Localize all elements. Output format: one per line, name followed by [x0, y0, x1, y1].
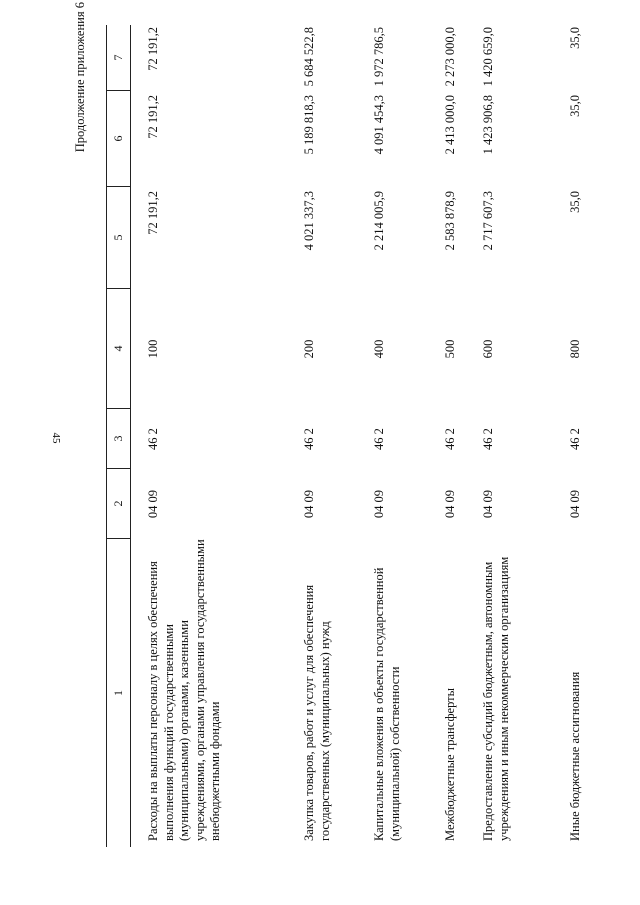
row-type: 500	[443, 339, 457, 359]
row-type: 800	[568, 339, 582, 359]
table-header-row	[107, 25, 131, 847]
row-col6: 4 091 454,3	[372, 95, 386, 155]
row-program: 46 2	[302, 428, 316, 450]
row-program: 46 2	[372, 428, 386, 450]
row-type: 100	[146, 339, 160, 359]
row-col5: 4 021 337,3	[302, 191, 316, 251]
row-col5: 2 583 878,9	[443, 191, 457, 251]
column-header-5: 5	[107, 187, 130, 289]
column-header-7: 7	[107, 25, 130, 91]
row-name: Иные бюджетные ассигнования	[568, 671, 582, 841]
column-header-2: 2	[107, 469, 130, 539]
row-type: 200	[302, 339, 316, 359]
column-header-1: 1	[111, 690, 125, 696]
row-program: 46 2	[481, 428, 495, 450]
budget-table	[106, 25, 601, 847]
row-col7: 35,0	[568, 27, 582, 49]
row-type: 400	[372, 339, 386, 359]
row-col5: 2 214 005,9	[372, 191, 386, 251]
row-col5: 72 191,2	[146, 191, 160, 235]
row-col6: 35,0	[568, 95, 582, 117]
row-program: 46 2	[443, 428, 457, 450]
row-section: 04 09	[481, 489, 495, 519]
row-col7: 72 191,2	[146, 27, 160, 71]
row-col6: 72 191,2	[146, 95, 160, 139]
row-section: 04 09	[146, 489, 160, 519]
row-name: Расходы на выплаты персоналу в целях обеспечения выполнения функций государственными (муниципальными) органами, казенными учреждениями, органами управления государственными внебюджетными фондами	[146, 539, 222, 841]
row-section: 04 09	[302, 489, 316, 519]
table-grid	[106, 25, 602, 847]
row-name: Межбюджетные трансферты	[443, 687, 457, 841]
row-program: 46 2	[146, 428, 160, 450]
row-section: 04 09	[443, 489, 457, 519]
row-col6: 2 413 000,0	[443, 95, 457, 155]
column-header-3: 3	[107, 409, 130, 469]
column-header-4: 4	[107, 289, 130, 409]
row-section: 04 09	[372, 489, 386, 519]
row-col6: 5 189 818,3	[302, 95, 316, 155]
row-name: Предоставление субсидий бюджетным, автономным учреждениям и иным некоммерческим организациям	[481, 556, 511, 841]
page-number: 45	[50, 432, 62, 444]
row-program: 46 2	[568, 428, 582, 450]
row-col6: 1 423 906,8	[481, 95, 495, 155]
row-name: Капитальные вложения в объекты государственной (муниципальной) собственности	[372, 567, 402, 841]
row-col7: 1 972 786,5	[372, 27, 386, 87]
row-name: Закупка товаров, работ и услуг для обеспечения государственных (муниципальных) нужд	[302, 584, 332, 841]
row-type: 600	[481, 339, 495, 359]
row-col7: 2 273 000,0	[443, 27, 457, 87]
row-col7: 1 420 659,0	[481, 27, 495, 87]
row-col7: 5 684 522,8	[302, 27, 316, 87]
row-col5: 35,0	[568, 191, 582, 213]
column-header-6: 6	[107, 91, 130, 187]
row-section: 04 09	[568, 489, 582, 519]
row-col5: 2 717 607,3	[481, 191, 495, 251]
annex-caption: Продолжение приложения 6	[73, 2, 87, 153]
